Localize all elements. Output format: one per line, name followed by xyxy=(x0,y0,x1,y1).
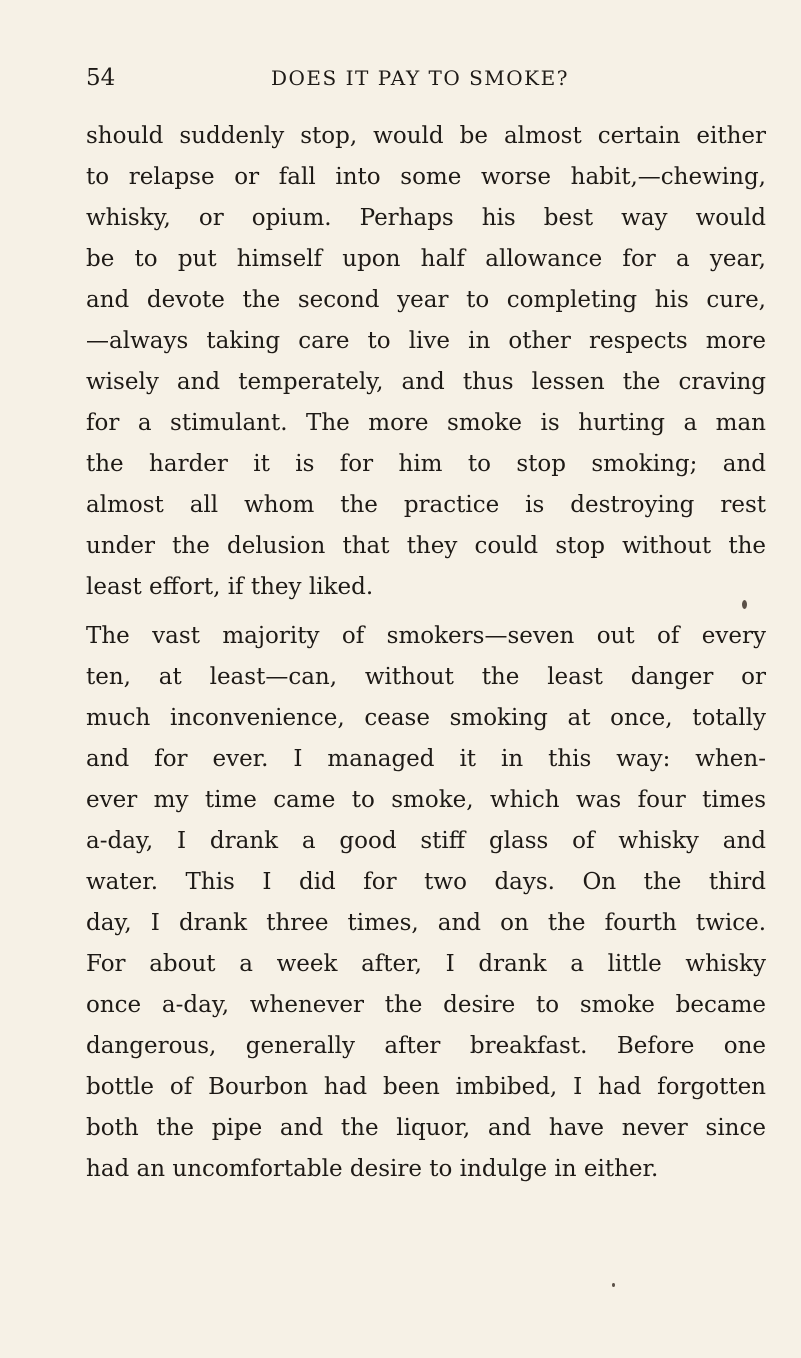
text-line: under the delusion that they could stop without the xyxy=(86,533,766,559)
text-line: for a stimulant. The more smoke is hurting a man xyxy=(86,410,766,436)
text-line: bottle of Bourbon had been imbibed, I had forgotten xyxy=(86,1074,766,1100)
text-line: once a-day, whenever the desire to smoke became xyxy=(86,992,766,1018)
paper-speck xyxy=(612,1283,615,1287)
text-line: the harder it is for him to stop smoking; and xyxy=(86,451,766,477)
text-line: ever my time came to smoke, which was four times xyxy=(86,787,766,813)
text-line: ten, at least—can, without the least danger or xyxy=(86,664,766,690)
running-head: DOES IT PAY TO SMOKE? xyxy=(271,66,569,90)
text-line: water. This I did for two days. On the third xyxy=(86,869,766,895)
page-number: 54 xyxy=(86,65,116,91)
text-line: and devote the second year to completing his cure, xyxy=(86,287,766,313)
text-line: For about a week after, I drank a little whisky xyxy=(86,951,766,977)
text-line: —always taking care to live in other respects more xyxy=(86,328,766,354)
text-line: much inconvenience, cease smoking at once, totally xyxy=(86,705,766,731)
text-line: both the pipe and the liquor, and have never since xyxy=(86,1115,766,1141)
text-line: should suddenly stop, would be almost certain either xyxy=(86,123,766,149)
text-line: day, I drank three times, and on the fourth twice. xyxy=(86,910,766,936)
text-line: a-day, I drank a good stiff glass of whisky and xyxy=(86,828,766,854)
text-line: almost all whom the practice is destroying rest xyxy=(86,492,766,518)
text-line: to relapse or fall into some worse habit,—chewing, xyxy=(86,164,766,190)
text-line: dangerous, generally after breakfast. Before one xyxy=(86,1033,766,1059)
text-line: least effort, if they liked. xyxy=(86,574,374,600)
text-line: and for ever. I managed it in this way: when- xyxy=(86,746,766,772)
paragraph-2 xyxy=(86,616,766,1190)
paragraph-1 xyxy=(86,116,766,608)
text-line: The vast majority of smokers—seven out of every xyxy=(86,623,766,649)
text-line: wisely and temperately, and thus lessen the craving xyxy=(86,369,766,395)
page-header xyxy=(86,62,569,94)
text-line: be to put himself upon half allowance for a year, xyxy=(86,246,766,272)
paper-speck xyxy=(742,600,747,609)
text-line: had an uncomfortable desire to indulge in either. xyxy=(86,1156,659,1182)
text-line: whisky, or opium. Perhaps his best way would xyxy=(86,205,766,231)
